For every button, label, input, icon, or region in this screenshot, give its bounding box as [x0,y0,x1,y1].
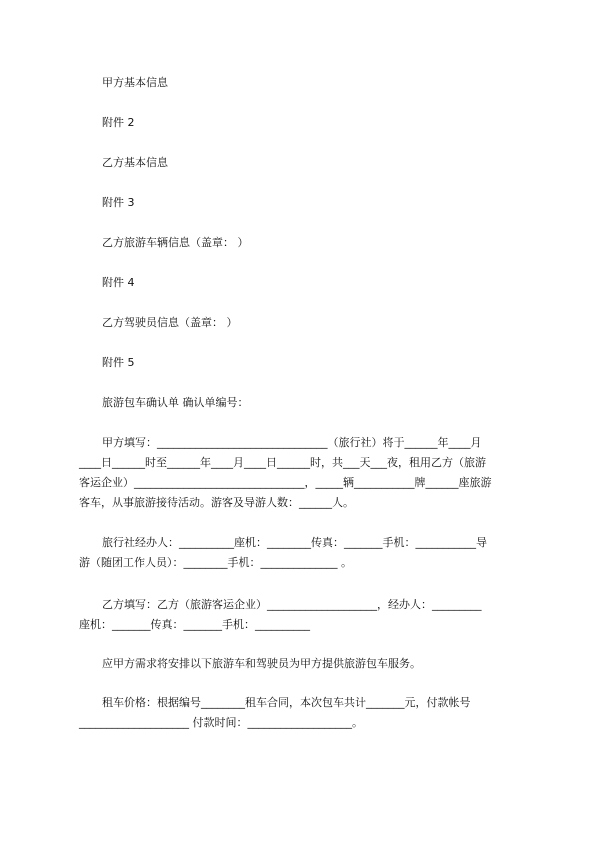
heading-party-a-info: 甲方基本信息 [102,76,168,89]
rental-price-paragraph [79,693,524,733]
heading-confirmation-form: 旅游包车确认单 确认单编号： [102,396,249,409]
party-a-fill-line: ____日______时至______年____月____日______时，共___天___夜，租用乙方（旅游 [79,456,486,469]
heading-attachment-4: 附件 4 [102,276,135,289]
party-b-fill-paragraph [79,595,524,635]
party-b-fill-line: 座机：_______传真：_______手机：__________ [79,618,310,631]
service-statement-line: 应甲方需求将安排以下旅游车和驾驶员为甲方提供旅游包车服务。 [102,657,421,670]
heading-attachment-2: 附件 2 [102,116,135,129]
agent-info-line: 游（随团工作人员）：________手机：______________ 。 [79,556,352,569]
agent-info-line: 旅行社经办人：__________座机：________传真：_______手机：___________导 [102,536,487,549]
heading-party-b-info: 乙方基本信息 [102,156,168,169]
heading-attachment-3: 附件 3 [102,196,135,209]
party-a-fill-line: 客运企业）_______________________________，_____辆___________牌______座旅游 [79,476,492,489]
party-b-fill-line: 乙方填写：乙方（旅游客运企业）____________________，经办人：_________ [102,598,482,611]
rental-price-line: 租车价格：根据编号________租车合同，本次包车共计_______元，付款帐号 [102,696,471,709]
rental-price-line: ____________________ 付款时间：___________________。 [79,716,363,729]
party-a-fill-line: 甲方填写：_______________________________（旅行社）将于______年____月 [102,436,482,449]
heading-attachment-5: 附件 5 [102,356,135,369]
heading-party-b-vehicle-info: 乙方旅游车辆信息（盖章： ） [102,236,249,249]
agent-info-paragraph [79,533,524,573]
party-a-fill-line: 客车，从事旅游接待活动。游客及导游人数：______人。 [79,496,354,509]
heading-party-b-driver-info: 乙方驾驶员信息（盖章： ） [102,316,238,329]
service-statement-paragraph [79,654,524,674]
party-a-fill-paragraph [79,433,524,513]
